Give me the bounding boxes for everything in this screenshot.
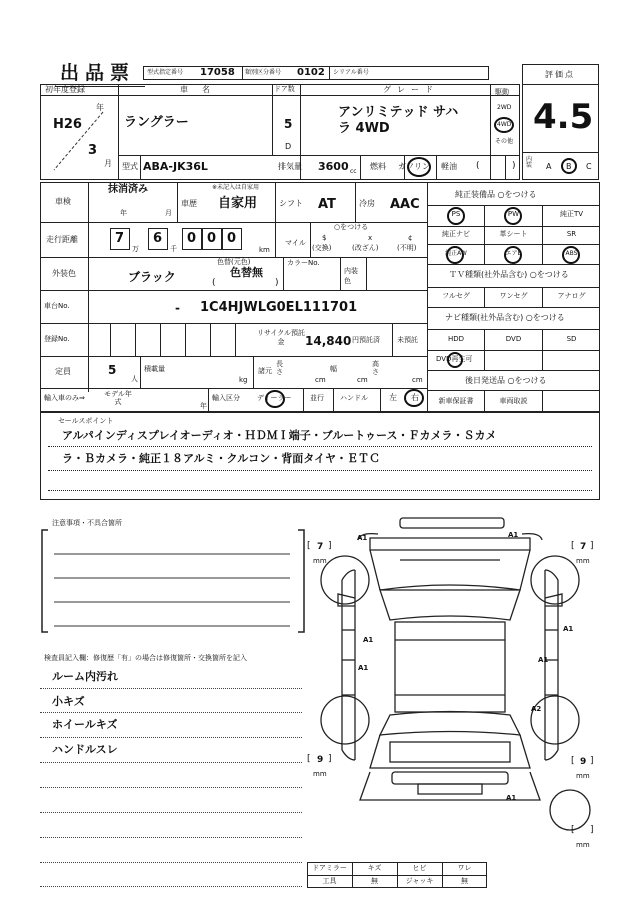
vehicle-header-line — [40, 95, 520, 96]
sales-points-label: セールスポイント — [58, 417, 114, 425]
v-line — [275, 182, 276, 222]
acc-scratch: キズ — [367, 864, 382, 872]
label-col-divider — [88, 182, 89, 392]
usage-note: ※未記入は自家用 — [212, 184, 260, 191]
tire-spare-unit: mm — [576, 841, 590, 849]
equip-leather: 革シート — [499, 230, 528, 238]
row-line — [427, 264, 600, 265]
vehicle-type-line — [118, 155, 520, 156]
displacement-value: 3600 — [318, 160, 349, 173]
reg-no-label: 登録No. — [44, 335, 70, 343]
displacement-label: 排気量 — [278, 162, 302, 171]
v-line — [135, 323, 136, 356]
color-paren-close: ) — [275, 278, 279, 288]
interior-a: A — [546, 162, 552, 171]
shaken-year: 年 — [120, 209, 127, 217]
paren-close: ) — [512, 161, 516, 171]
mileage-digit-3: 0 — [187, 231, 197, 246]
note-line — [40, 862, 302, 863]
model-cert-value: 17058 — [200, 67, 235, 78]
shaken-month: 月 — [165, 209, 172, 217]
shaken-label: 車検 — [55, 197, 71, 206]
rating-label: 評価点 — [545, 70, 575, 79]
tire-spare-bracket-open: [ — [571, 825, 575, 835]
tire-fr-bracket-open: [ — [571, 541, 575, 551]
tire-fr-depth: 7 — [580, 542, 587, 552]
v-line — [118, 84, 119, 180]
v-line — [360, 155, 361, 180]
import-label: 輸入車のみ⇒ — [44, 394, 85, 402]
damage-mark: A1 — [538, 656, 549, 664]
date-slash — [48, 104, 108, 174]
note-line — [40, 812, 302, 813]
dvd-play: DVD再生可 — [436, 355, 473, 363]
doors-label: ドア数 — [274, 85, 295, 93]
first-reg-month: 3 — [88, 143, 98, 158]
mile-opt2-symbol: x — [368, 234, 373, 242]
equip-airbag-circle — [504, 246, 522, 264]
note-line — [40, 688, 302, 689]
equip-pw: PW — [507, 210, 520, 218]
drive-4wd: 4WD — [497, 121, 512, 128]
v-line — [340, 257, 341, 290]
usage-value: 自家用 — [218, 196, 258, 211]
later-title: 後日発送品 ○をつける — [465, 376, 547, 385]
sales-line — [48, 490, 592, 491]
tire-rr-depth: 9 — [580, 757, 587, 767]
tire-rr-unit: mm — [576, 772, 590, 780]
row-line — [427, 370, 600, 371]
len-label: 長さ — [276, 360, 283, 376]
fuel-value: ガソリン — [398, 162, 430, 171]
v-line — [272, 84, 273, 155]
color-value: ブラック — [128, 270, 176, 284]
nav-hdd: HDD — [447, 335, 465, 343]
recycle-value: 14,840 — [305, 334, 352, 348]
tire-rl-bracket-close: ] — [328, 754, 332, 764]
equip-ps-circle — [447, 207, 465, 225]
v-line — [366, 257, 367, 290]
import-dealer-circle — [265, 390, 285, 408]
grade-line1: アンリミテッド サハ — [338, 105, 459, 120]
v-line — [490, 84, 491, 180]
fuel-label: 燃料 — [370, 162, 386, 171]
model-cert-label: 型式指定番号 — [147, 69, 184, 76]
tv-fullseg: フルセグ — [442, 292, 470, 300]
grade-line2: ラ 4WD — [338, 121, 390, 136]
v-line — [177, 182, 178, 222]
damage-mark: A1 — [363, 636, 374, 644]
v-line — [140, 356, 141, 388]
nav-title: ナビ種類(社外品含む) ○をつける — [445, 313, 565, 322]
import-dealer: ディーラー — [257, 394, 292, 402]
interior-label: 内装 — [526, 156, 533, 169]
note-item-4: ハンドルスレ — [52, 743, 118, 756]
v-line — [392, 323, 393, 356]
tire-fl-bracket-open: [ — [307, 541, 311, 551]
model-year-label: モデル年式 — [104, 390, 132, 406]
acc-jack-value: 無 — [461, 877, 468, 885]
tv-analog: アナログ — [557, 292, 586, 300]
equip-ps: PS — [451, 210, 461, 218]
chassis-value: 1C4HJWLG0EL111701 — [200, 300, 358, 315]
interior-c: C — [586, 162, 592, 171]
tire-rl-bracket-open: [ — [307, 754, 311, 764]
row-line — [427, 205, 600, 206]
mile-opt1-label: (交換) — [312, 244, 332, 252]
equip-aw: 純正AW — [445, 250, 467, 257]
interior-color-label: 内装色 — [344, 267, 358, 285]
equip-airbag: エアB — [505, 250, 522, 257]
tire-rr-bracket-close: ] — [590, 756, 594, 766]
equip-title: 純正装備品 ○をつける — [455, 190, 537, 199]
note-item-1: ルーム内汚れ — [52, 670, 118, 683]
drive-label: 駆動 — [495, 88, 509, 96]
mile-opt3-label: (不明) — [397, 244, 417, 252]
handle-left: 左 — [389, 393, 397, 402]
equip-tv: 純正TV — [559, 210, 584, 218]
mile-label: マイル — [285, 239, 306, 247]
sales-points-line2: ラ・Ｂカメラ・純正１８アルミ・クルコン・背面タイヤ・ＥＴＣ — [62, 452, 381, 465]
inspector-label: 検査員記入欄：修復歴「有」の場合は修復箇所・交換箇所を記入 — [44, 654, 247, 662]
first-reg-year-mark: 年 — [96, 103, 104, 112]
recycle-unit: 円預託済 — [352, 336, 380, 344]
type-value: ABA-JK36L — [143, 160, 208, 173]
width-label: 幅 — [330, 365, 337, 373]
drive-2wd: 2WD — [497, 104, 512, 111]
v-line — [253, 356, 254, 388]
v-line — [505, 155, 506, 180]
tire-rl-unit: mm — [313, 770, 327, 778]
caution-label: 注意事項・不具合箇所 — [52, 519, 122, 527]
mileage-man: 万 — [132, 245, 139, 253]
row-line — [427, 287, 600, 288]
tire-rr-bracket-open: [ — [571, 756, 575, 766]
first-reg-year: H26 — [53, 117, 82, 132]
shift-label: シフト — [279, 199, 303, 208]
color-label: 外装色 — [52, 269, 76, 278]
v-line — [185, 323, 186, 356]
import-parallel: 並行 — [310, 394, 324, 402]
note-item-2: 小キズ — [52, 695, 85, 708]
handle-label: ハンドル — [340, 394, 368, 402]
load-unit: kg — [239, 376, 248, 384]
car-damage-diagram — [300, 510, 600, 855]
color-no-label: カラーNo. — [287, 259, 320, 267]
color-change-label: 色替(元色) — [217, 258, 251, 266]
mile-circle-note: ○をつける — [334, 223, 369, 231]
damage-mark: A1 — [506, 794, 517, 802]
dims-label: 諸元 — [258, 367, 272, 375]
row-line — [427, 329, 600, 330]
acc-tools: 工具 — [322, 877, 337, 885]
form-title: 出品票 — [60, 62, 136, 84]
category-value: 0102 — [297, 67, 325, 78]
mileage-sen: 千 — [170, 245, 177, 253]
v-line — [542, 390, 543, 412]
serial-label: シリアル番号 — [333, 69, 369, 76]
v-line — [210, 323, 211, 356]
capacity-value: 5 — [108, 363, 117, 377]
note-line — [40, 762, 302, 763]
caution-bracket — [40, 528, 310, 636]
mileage-digit-1: 7 — [115, 231, 125, 246]
acc-tools-value: 無 — [371, 877, 378, 885]
sales-points-line1: アルパインディスプレイオーディオ・ＨＤＭＩ端子・ブルートゥース・Ｆカメラ・Ｓカメ — [62, 429, 497, 442]
shift-value: AT — [318, 197, 336, 212]
interior-b: B — [566, 162, 572, 171]
equip-aw-circle — [446, 246, 464, 264]
note-line — [40, 837, 302, 838]
v-line — [208, 388, 209, 412]
doors-value: 5 — [284, 117, 293, 131]
mileage-digit-5: 0 — [227, 231, 237, 246]
acc-mirror: ドアミラー — [312, 864, 347, 872]
damage-mark: A2 — [531, 705, 542, 713]
mileage-digit-2: 6 — [153, 231, 163, 246]
name-label: 車名 — [180, 85, 224, 94]
equip-sr: SR — [566, 230, 577, 238]
color-paren-open: ( — [212, 278, 216, 288]
tire-fr-bracket-close: ] — [590, 541, 594, 551]
v-line — [310, 222, 311, 257]
v-line — [160, 323, 161, 356]
paren-open: ( — [476, 161, 480, 171]
dvd-play-circle — [447, 352, 463, 368]
drive-4wd-circle — [494, 117, 514, 133]
note-item-3: ホイールキズ — [52, 718, 118, 731]
damage-mark: A1 — [508, 531, 519, 539]
row-line — [40, 356, 427, 357]
note-line — [40, 712, 302, 713]
v-line — [235, 323, 236, 356]
tire-fl-depth: 7 — [317, 542, 324, 552]
usage-label: 車歴 — [181, 199, 197, 208]
first-reg-month-mark: 月 — [104, 159, 112, 168]
mile-opt2-label: (改ざん) — [352, 244, 379, 252]
mileage-km: km — [259, 246, 270, 254]
nav-dvd: DVD — [505, 335, 522, 343]
len-cm: cm — [315, 376, 326, 384]
row-line — [40, 388, 427, 389]
import-type-label: 輸入区分 — [212, 394, 240, 402]
sales-line — [48, 446, 592, 447]
damage-mark: A1 — [357, 534, 368, 542]
v-line — [355, 182, 356, 222]
equip-navi: 純正ナビ — [442, 230, 470, 238]
acc-break: ワレ — [457, 864, 472, 872]
rating-value: 4.5 — [533, 97, 594, 137]
v-line — [333, 388, 334, 412]
note-line — [40, 787, 302, 788]
tv-oneseg: ワンセグ — [499, 292, 528, 300]
handle-right-circle — [404, 389, 424, 407]
row-line — [40, 222, 427, 223]
grade-label: グレード — [383, 85, 439, 94]
row-line — [427, 390, 600, 391]
v-line — [275, 222, 276, 257]
mile-opt3-symbol: ¢ — [408, 234, 413, 242]
equip-abs-circle — [562, 246, 580, 264]
mile-opt1-symbol: $ — [322, 234, 327, 242]
acc-crack: ヒビ — [412, 864, 427, 872]
tire-fl-bracket-close: ] — [328, 541, 332, 551]
later-warranty: 新車保証書 — [438, 397, 474, 405]
v-line — [303, 388, 304, 412]
diesel-label: 軽油 — [441, 162, 457, 171]
category-label: 類別区分番号 — [245, 69, 282, 76]
later-manual: 車両取説 — [499, 397, 528, 405]
v-line — [140, 155, 141, 180]
row-line — [427, 226, 600, 227]
mileage-digit-4: 0 — [207, 231, 217, 246]
tire-fl-unit: mm — [313, 557, 327, 565]
recycle-not: 未預託 — [397, 336, 418, 344]
mileage-label: 走行距離 — [46, 235, 78, 244]
acc-jack: ジャッキ — [405, 877, 434, 885]
fuel-circle — [407, 157, 431, 177]
model-year-unit: 年 — [200, 402, 207, 410]
color-change-value: 色替無 — [230, 266, 263, 279]
damage-mark: A1 — [563, 625, 574, 633]
height-label: 高さ — [372, 360, 379, 376]
handle-right: 右 — [411, 393, 419, 402]
v-line — [283, 257, 284, 290]
equip-pw-circle — [504, 207, 522, 225]
displacement-unit: cc — [350, 168, 357, 175]
row-line — [427, 350, 600, 351]
tire-spare-bracket-close: ] — [590, 825, 594, 835]
sales-line — [48, 470, 592, 471]
tv-title: ＴＶ種類(社外品含む) ○をつける — [449, 270, 569, 279]
name-value: ラングラー — [124, 115, 189, 130]
row-line — [40, 323, 427, 324]
doors-suffix: D — [285, 142, 292, 151]
ac-value: AAC — [390, 197, 420, 212]
damage-mark: A1 — [358, 664, 369, 672]
v-line — [110, 323, 111, 356]
row-line — [427, 244, 600, 245]
capacity-unit: 人 — [131, 375, 138, 383]
tire-rl-depth: 9 — [317, 755, 324, 765]
v-line — [436, 155, 437, 180]
width-cm: cm — [357, 376, 368, 384]
interior-b-circle — [561, 158, 577, 174]
capacity-label: 定員 — [55, 367, 71, 376]
nav-sd: SD — [566, 335, 577, 343]
type-label: 型式 — [122, 162, 138, 171]
row-line — [40, 290, 427, 291]
note-line — [40, 886, 302, 887]
row-line — [427, 307, 600, 308]
first-reg-label: 初年度登録 — [45, 85, 85, 94]
drive-other: その他 — [495, 138, 514, 145]
chassis-label: 車台No. — [44, 302, 70, 310]
recycle-label: リサイクル預託金 — [256, 329, 306, 346]
chassis-dash: - — [175, 301, 180, 315]
equip-abs: ABS — [565, 250, 578, 257]
note-line — [40, 737, 302, 738]
load-label: 積載量 — [144, 365, 165, 373]
height-cm: cm — [412, 376, 423, 384]
ac-label: 冷房 — [359, 199, 375, 208]
rating-divider — [522, 84, 599, 85]
shaken-value: 抹消済み — [108, 184, 148, 195]
v-line — [380, 388, 381, 412]
tire-fr-unit: mm — [576, 557, 590, 565]
